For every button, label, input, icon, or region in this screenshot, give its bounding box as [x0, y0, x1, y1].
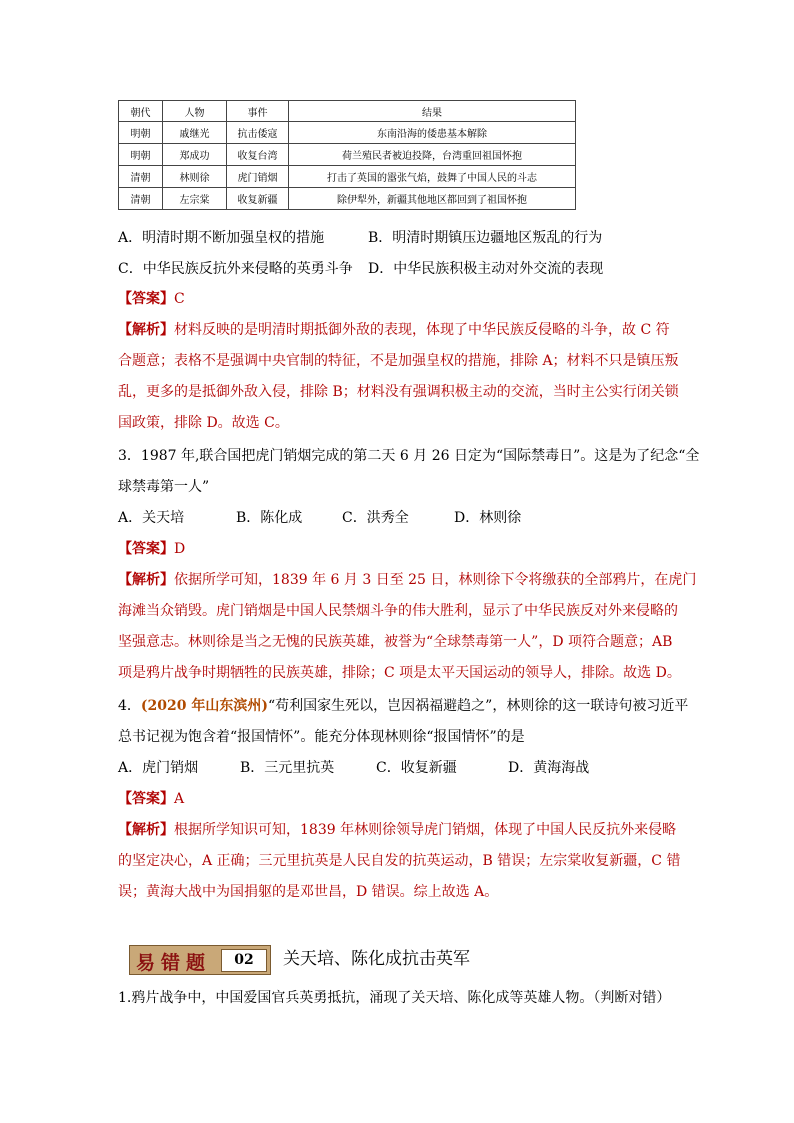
table-cell: 荷兰殖民者被迫投降，台湾重回祖国怀抱 [289, 144, 576, 166]
answer-tag: 【答案】 [118, 791, 174, 807]
q2-option-a: A．明清时期不断加强皇权的措施 [118, 230, 325, 246]
q3-stem-line: 球禁毒第一人” [118, 479, 210, 495]
q4-number: 4． [118, 698, 141, 714]
q2-option-d: D．中华民族积极主动对外交流的表现 [368, 261, 604, 277]
table-row [119, 188, 576, 210]
q3-analysis-line: 海滩当众销毁。虎门销烟是中国人民禁烟斗争的伟大胜利，显示了中华民族反对外来侵略的 [118, 603, 678, 619]
section-number: 02 [221, 949, 267, 972]
q4-answer [118, 789, 184, 809]
q4-analysis-line: 误；黄海大战中为国捐躯的是邓世昌，D 错误。综上故选 A。 [118, 884, 499, 900]
q4-stem-line: 4．(2020 年山东滨州)“苟利国家生死以，岂因祸福避趋之”，林则徐的这一联诗句被习近平 [118, 698, 689, 714]
analysis-tag: 【解析】 [118, 572, 174, 588]
table-header-row [119, 101, 576, 122]
table-row [119, 166, 576, 188]
table-cell: 郑成功 [163, 144, 227, 166]
q4-stem-line: 总书记视为饱含着“报国情怀”。能充分体现林则徐“报国情怀”的是 [118, 729, 525, 745]
section-label: 易错题 [136, 952, 212, 974]
table-cell: 清朝 [119, 188, 163, 210]
q3-answer [118, 539, 185, 559]
answer-value: A [174, 791, 185, 807]
table-cell: 虎门销烟 [227, 166, 289, 188]
table-cell: 清朝 [119, 166, 163, 188]
answer-tag: 【答案】 [118, 291, 174, 307]
q3-analysis-line: 项是鸦片战争时期牺牲的民族英雄，排除；C 项是太平天国运动的领导人，排除。故选 D。 [118, 665, 681, 681]
table-header-result: 结果 [289, 101, 576, 122]
section-title: 关天培、陈化成抗击英军 [283, 949, 470, 969]
table-header-event: 事件 [227, 101, 289, 122]
table-header-dynasty: 朝代 [119, 101, 163, 122]
table-cell: 打击了英国的嚣张气焰，鼓舞了中国人民的斗志 [289, 166, 576, 188]
q2-analysis-line: 合题意；表格不是强调中央官制的特征，不是加强皇权的措施，排除 A；材料不只是镇压叛 [118, 353, 679, 369]
q2-analysis-line: 乱，更多的是抵御外敌入侵，排除 B；材料没有强调积极主动的交流，当时主公实行闭关锁 [118, 384, 679, 400]
q5-stem: 1.鸦片战争中，中国爱国官兵英勇抵抗，涌现了关天培、陈化成等英雄人物。（判断对错） [118, 990, 671, 1006]
table-cell: 东南沿海的倭患基本解除 [289, 122, 576, 144]
q3-analysis-line: 【解析】依据所学可知，1839 年 6 月 3 日至 25 日，林则徐下令将缴获的全部鸦片，在虎门 [118, 572, 697, 588]
table-row [119, 122, 576, 144]
table-cell: 抗击倭寇 [227, 122, 289, 144]
q4-option-a: A．虎门销烟 [118, 760, 199, 776]
analysis-tag: 【解析】 [118, 822, 174, 838]
answer-tag: 【答案】 [118, 541, 174, 557]
q2-answer [118, 289, 185, 309]
answer-value: D [174, 541, 186, 557]
answer-value: C [174, 291, 185, 307]
q4-analysis-line: 【解析】根据所学知识可知，1839 年林则徐领导虎门销烟，体现了中国人民反抗外来侵略 [118, 822, 677, 838]
q3-option-b: B．陈化成 [236, 510, 303, 526]
table-cell: 收复台湾 [227, 144, 289, 166]
table-row [119, 144, 576, 166]
q3-analysis-line: 坚强意志。林则徐是当之无愧的民族英雄，被誉为“全球禁毒第一人”，D 项符合题意；AB [118, 634, 673, 650]
q2-analysis-line: 【解析】材料反映的是明清时期抵御外敌的表现，体现了中华民族反侵略的斗争，故 C 符 [118, 322, 670, 338]
q4-option-c: C．收复新疆 [376, 760, 457, 776]
table-cell: 左宗棠 [163, 188, 227, 210]
table-cell: 收复新疆 [227, 188, 289, 210]
q4-option-b: B．三元里抗英 [240, 760, 335, 776]
table-cell: 林则徐 [163, 166, 227, 188]
table-cell: 除伊犁外，新疆其他地区都回到了祖国怀抱 [289, 188, 576, 210]
table-cell: 明朝 [119, 122, 163, 144]
q3-stem-line: 3．1987 年,联合国把虎门销烟完成的第二天 6 月 26 日定为“国际禁毒日”。这是为了纪念“全 [118, 448, 700, 464]
history-table [118, 100, 576, 210]
q2-analysis-line: 国政策，排除 D。故选 C。 [118, 415, 289, 431]
table-cell: 戚继光 [163, 122, 227, 144]
q2-option-c: C．中华民族反抗外来侵略的英勇斗争 [118, 261, 353, 277]
q3-option-d: D．林则徐 [454, 510, 522, 526]
q4-option-d: D．黄海海战 [508, 760, 590, 776]
section-badge [129, 945, 271, 975]
table-cell: 明朝 [119, 144, 163, 166]
q3-option-c: C．洪秀全 [342, 510, 409, 526]
q2-option-b: B．明清时期镇压边疆地区叛乱的行为 [368, 230, 603, 246]
table-header-person: 人物 [163, 101, 227, 122]
q4-source: (2020 年山东滨州) [140, 698, 269, 714]
q3-option-a: A．关天培 [118, 510, 185, 526]
analysis-tag: 【解析】 [118, 322, 174, 338]
q4-analysis-line: 的坚定决心，A 正确；三元里抗英是人民自发的抗英运动，B 错误；左宗棠收复新疆，C 错 [118, 853, 681, 869]
